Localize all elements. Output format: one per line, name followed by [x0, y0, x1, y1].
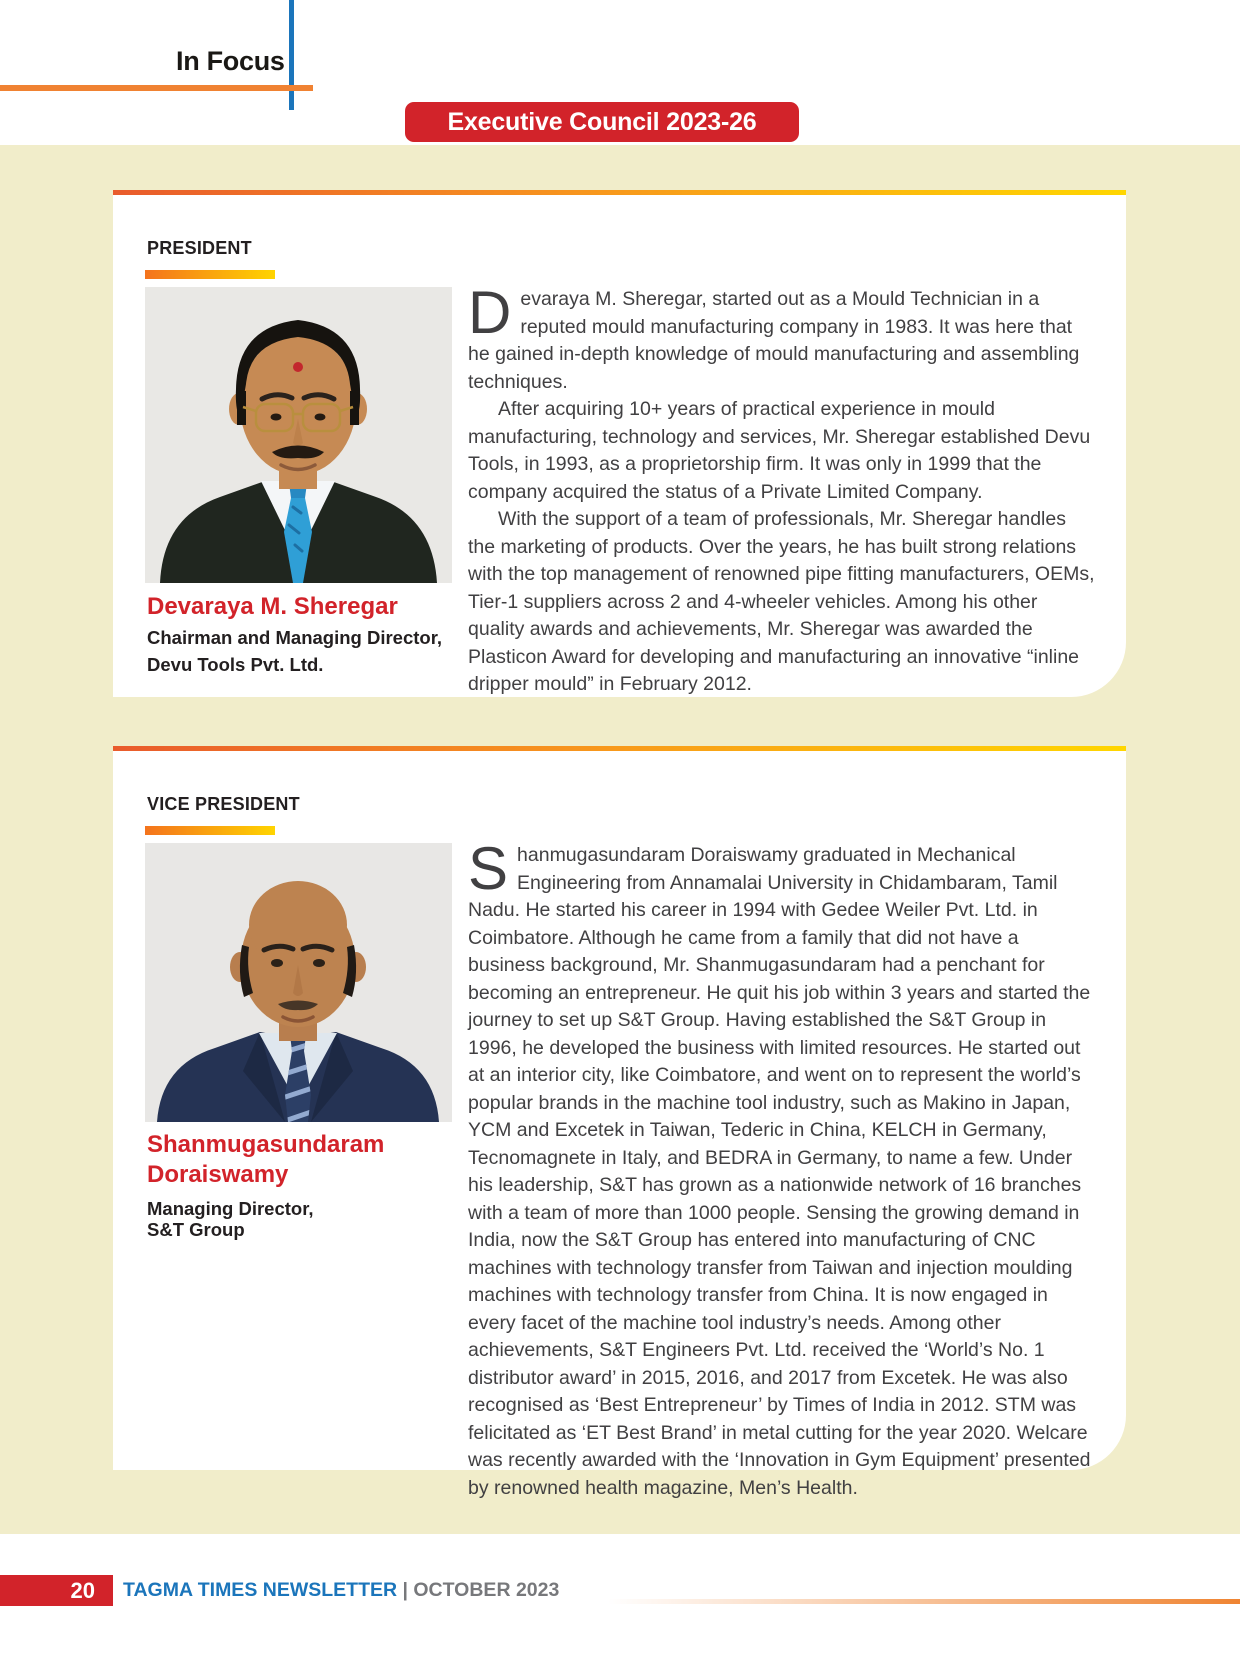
designation-line: Chairman and Managing Director,	[147, 627, 443, 648]
footer-gradient-rule	[608, 1599, 1240, 1604]
section-label: In Focus	[176, 46, 285, 76]
president-designation	[147, 624, 442, 678]
president-portrait-photo	[145, 287, 452, 583]
designation-line: S&T Group	[147, 1219, 245, 1240]
role-label-president: PRESIDENT	[147, 238, 252, 258]
header-vertical-rule	[289, 0, 294, 110]
vice-president-designation	[147, 1198, 314, 1240]
president-name: Devaraya M. Sheregar	[147, 593, 398, 620]
drop-cap: D	[468, 279, 512, 346]
footer-separator: |	[397, 1579, 414, 1601]
vice-president-biography	[468, 835, 1096, 1502]
newsletter-title: TAGMA TIMES NEWSLETTER	[123, 1579, 398, 1601]
drop-cap: S	[468, 835, 509, 902]
vice-president-name: Shanmugasundaram Doraiswamy	[147, 1131, 385, 1188]
card-top-gradient-rule	[113, 190, 1126, 195]
vice-president-card	[113, 746, 1126, 1499]
bio-paragraph: After acquiring 10+ years of practical experience in mould manufacturing, technology and services, Mr. Sheregar established Devu Tools, in 1993, as a proprietorship firm. It was only in 1999 that the company acquired the status of a Private Limited Company.	[468, 398, 1091, 503]
bio-paragraph: With the support of a team of professionals, Mr. Sheregar handles the marketing of products. Over the years, he has built strong relations with the top management of renowned pipe fitting manufacturers, OEMs, Tier-1 suppliers across 2 and 4-wheeler vehicles. Among his other quality awards and achievements, Mr. Sheregar was awarded the Plasticon Award for developing and manufacturing an innovative “inline dripper mould” in February 2012.	[468, 508, 1095, 695]
footer-masthead	[123, 1575, 559, 1606]
role-label-vice-president: VICE PRESIDENT	[147, 794, 300, 814]
president-card	[113, 190, 1126, 697]
issue-date: OCTOBER 2023	[413, 1579, 560, 1601]
vice-president-portrait-photo	[145, 843, 452, 1122]
header-horizontal-rule	[0, 85, 313, 91]
designation-line: Devu Tools Pvt. Ltd.	[147, 654, 324, 675]
card-top-gradient-rule	[113, 746, 1126, 751]
page-number-badge: 20	[0, 1575, 113, 1606]
gradient-accent-bar	[145, 826, 275, 835]
gradient-accent-bar	[145, 270, 275, 279]
president-biography	[468, 279, 1096, 699]
page-title: Executive Council 2023-26	[405, 102, 799, 142]
bio-paragraph: Shanmugasundaram Doraiswamy graduated in Mechanical Engineering from Annamalai University in Chidambaram, Tamil Nadu. He started his career in 1994 with Gedee Weiler Pvt. Ltd. in Coimbatore. Although he came from a family that did not have a business background, Mr. Shanmugasundaram had a penchant for becoming an entrepreneur. He quit his job within 3 years and started the journey to set up S&T Group. Having established the S&T Group in 1996, he developed the business with limited resources. He started out at an interior city, like Coimbatore, and went on to represent the world’s popular brands in the machine tool industry, such as Makino in Japan, YCM and Excetek in Taiwan, Tederic in China, KELCH in Germany, Tecnomagnete in Italy, and BEDRA in Germany, to name a few. Under his leadership, S&T has grown as a nationwide network of 16 branches with a team of more than 1000 people. Sensing the growing demand in India, now the S&T Group has entered into manufacturing of CNC machines with technology transfer from Taiwan and injection moulding machines with technology transfer from China. It is now engaged in every facet of the machine tool industry’s needs. Among other achievements, S&T Engineers Pvt. Ltd. received the ‘World’s No. 1 distributor award’ in 2015, 2016, and 2017 from Excetek. He was also recognised as ‘Best Entrepreneur’ by Times of India in 2012. STM was felicitated as ‘ET Best Brand’ in metal cutting for the year 2020. Welcare was recently awarded with the ‘Innovation in Gym Equipment’ presented by renowned health magazine, Men’s Health.	[468, 835, 1091, 1499]
bio-paragraph: Devaraya M. Sheregar, started out as a Mould Technician in a reputed mould manufacturing company in 1983. It was here that he gained in-depth knowledge of mould manufacturing and assembling techniques.	[468, 279, 1080, 393]
designation-line: Managing Director,	[147, 1198, 314, 1219]
